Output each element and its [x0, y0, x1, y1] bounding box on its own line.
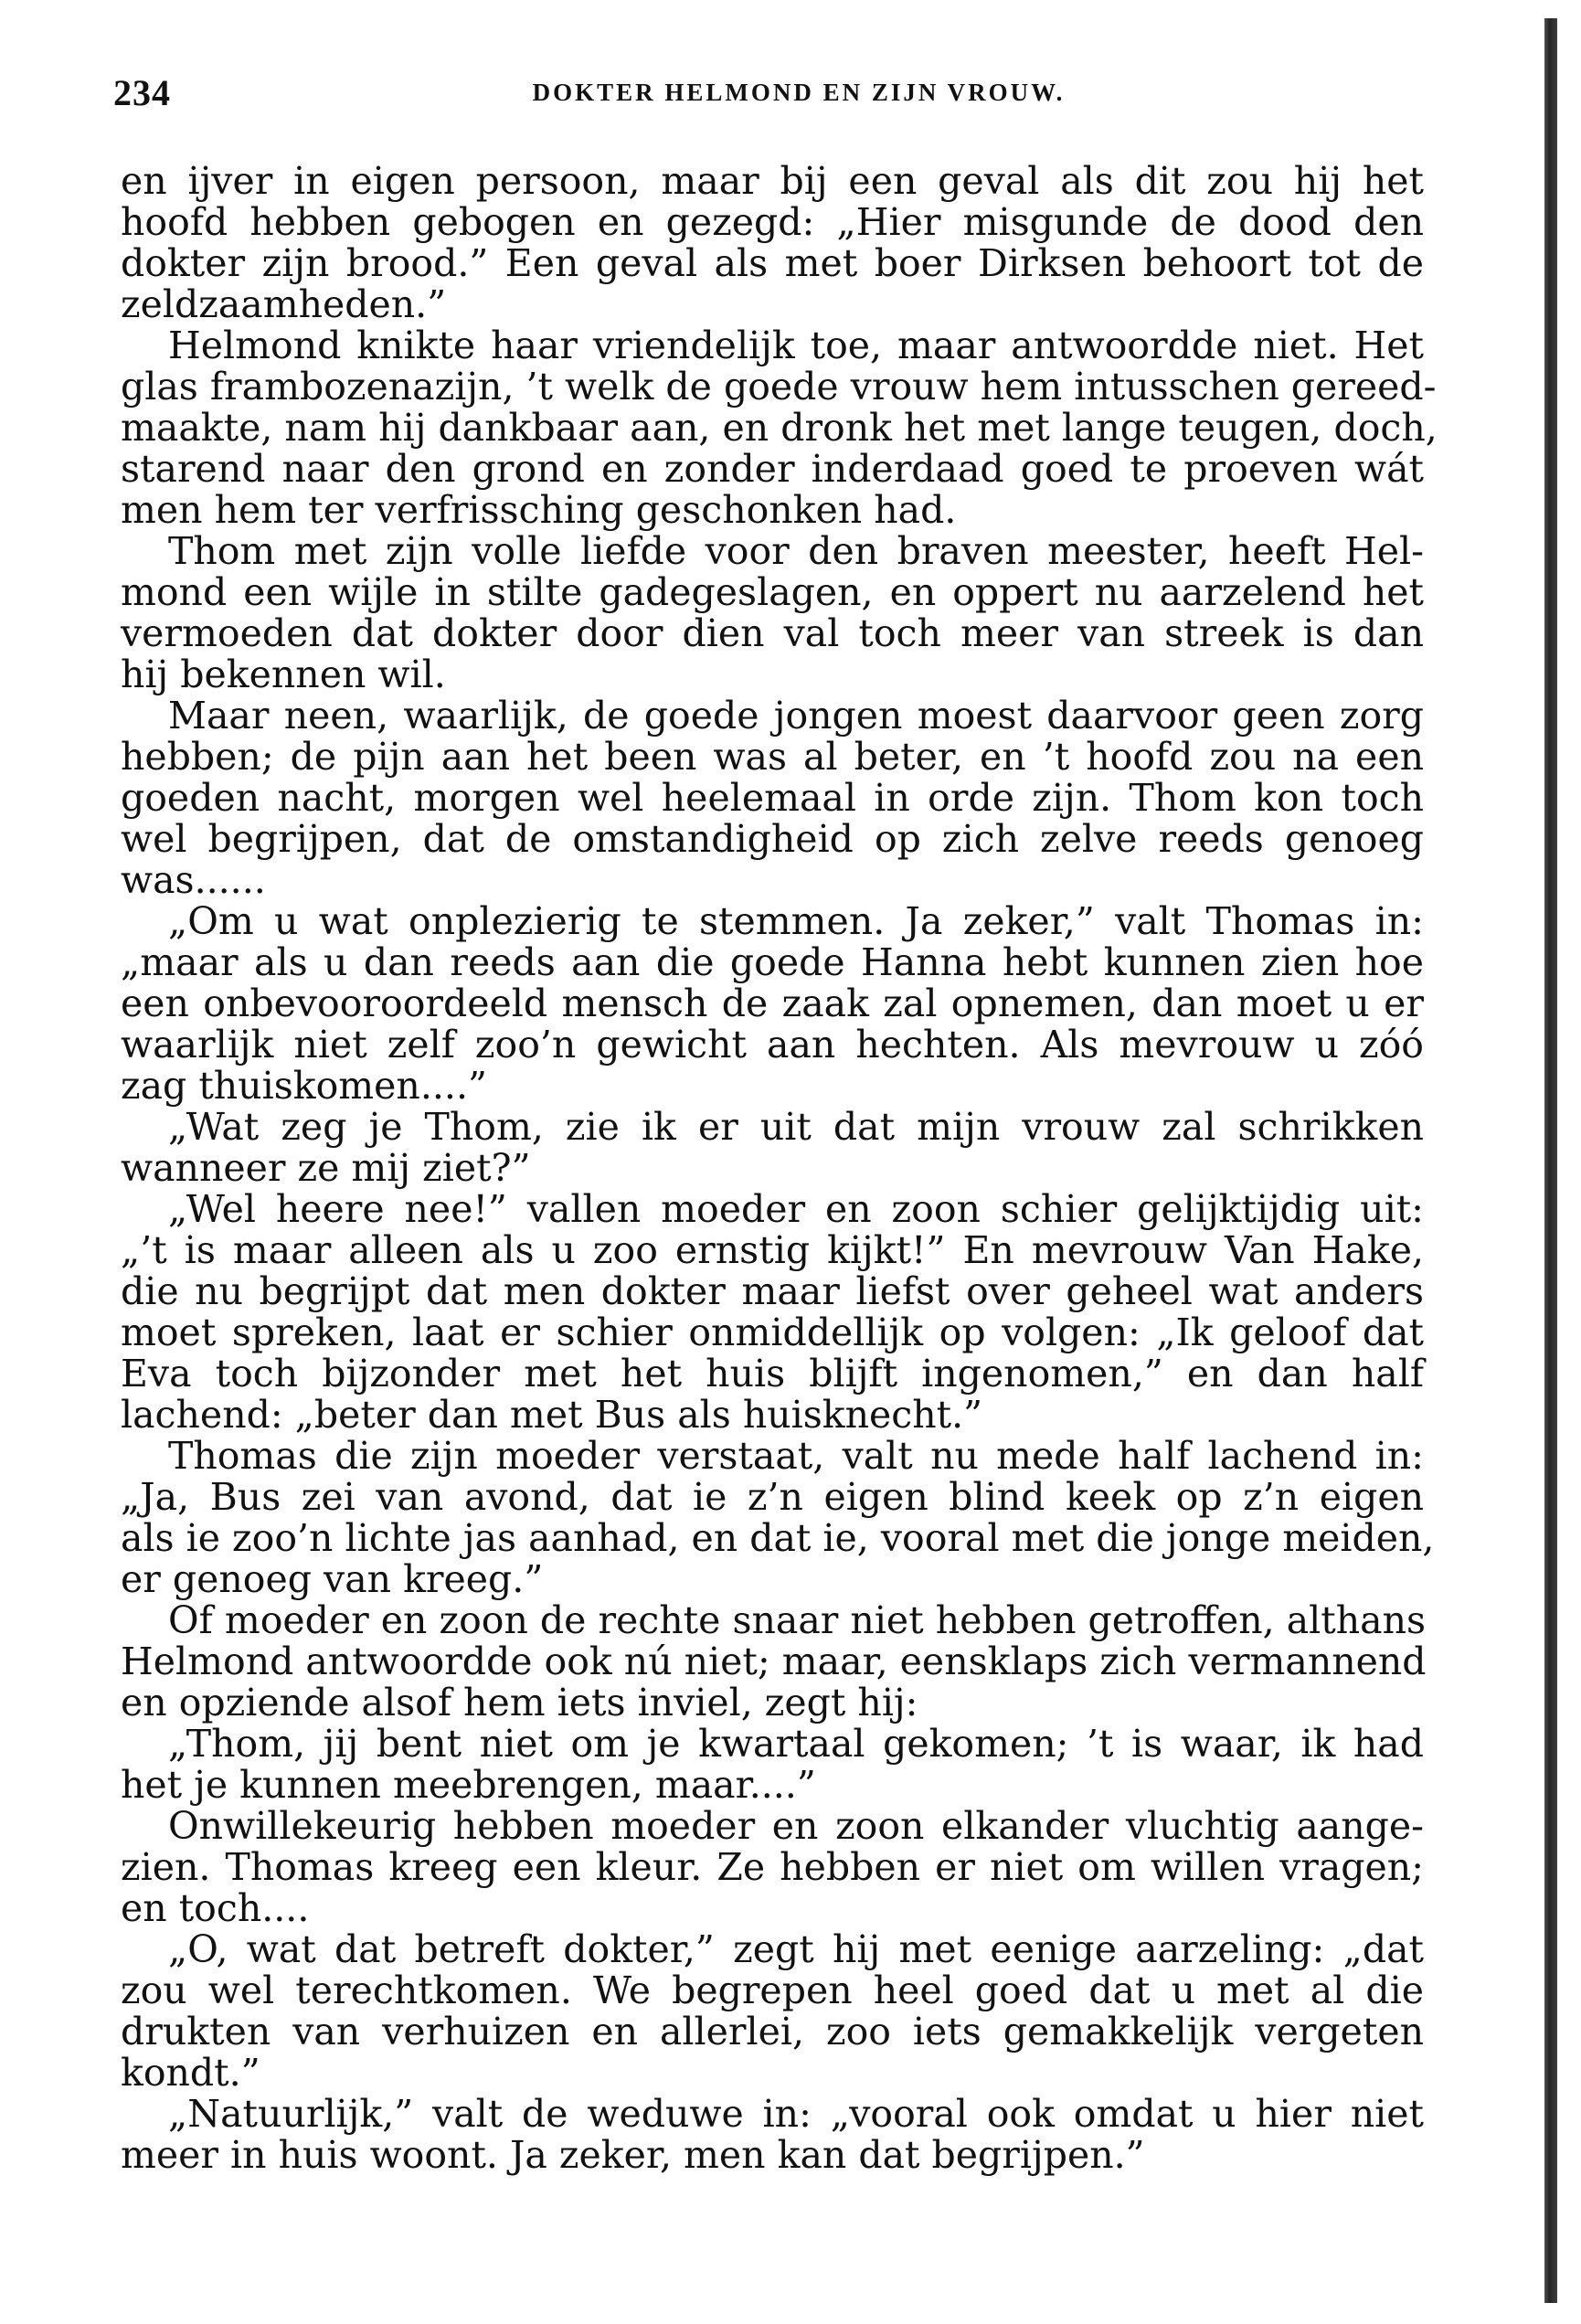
text-line: „Ja, Bus zei van avond, dat ie z’n eigen blind keek op z’n eigen [121, 1475, 1424, 1519]
text-line: en opziende alsof hem iets inviel, zegt hij: [121, 1681, 918, 1724]
text-line: wel begrijpen, dat de omstandigheid op zich zelve reeds genoeg [121, 817, 1424, 861]
text-line: Helmond knikte haar vriendelijk toe, maar antwoordde niet. Het [168, 324, 1424, 367]
page-header [113, 64, 1429, 119]
text-line: hebben; de pijn aan het been was al beter, en ’t hoofd zou na een [121, 735, 1424, 779]
text-line: lachend: „beter dan met Bus als huisknecht.” [121, 1393, 983, 1437]
text-line: het je kunnen meebrengen, maar....” [121, 1763, 816, 1807]
text-line: en toch.... [121, 1886, 310, 1930]
text-line: „Thom, jij bent niet om je kwartaal gekomen; ’t is waar, ik had [168, 1722, 1424, 1766]
text-line: zien. Thomas kreeg een kleur. Ze hebben er niet om willen vragen; [121, 1845, 1424, 1889]
text-line: „O, wat dat betreft dokter,” zegt hij met eenige aarzeling: „dat [168, 1927, 1424, 1971]
text-line: zou wel terechtkomen. We begrepen heel goed dat u met al die [121, 1969, 1424, 2012]
text-line: Helmond antwoordde ook nú niet; maar, eensklaps zich vermannend [121, 1640, 1427, 1683]
text-line: glas frambozenazijn, ’t welk de goede vrouw hem intusschen gereed- [121, 365, 1437, 409]
text-line: Thom met zijn volle liefde voor den braven meester, heeft Hel- [168, 529, 1424, 573]
text-line: was...... [121, 858, 266, 902]
text-line: een onbevooroordeeld mensch de zaak zal opnemen, dan moet u er [121, 982, 1424, 1025]
text-line: zeldzaamheden.” [121, 282, 447, 326]
text-line: hoofd hebben gebogen en gezegd: „Hier misgunde de dood den [121, 200, 1424, 244]
text-line: dokter zijn brood.” Een geval als met boer Dirksen behoort tot de [121, 241, 1424, 285]
text-line: „Natuurlijk,” valt de weduwe in: „vooral ook omdat u hier niet [168, 2092, 1424, 2136]
text-line: Maar neen, waarlijk, de goede jongen moest daarvoor geen zorg [168, 694, 1424, 738]
text-line: Of moeder en zoon de rechte snaar niet hebben getroffen, althans [168, 1598, 1427, 1642]
text-line: vermoeden dat dokter door dien val toch meer van streek is dan [121, 611, 1424, 655]
text-line: „’t is maar alleen als u zoo ernstig kijkt!” En mevrouw Van Hake, [121, 1228, 1424, 1272]
text-line: Thomas die zijn moeder verstaat, valt nu mede half lachend in: [168, 1434, 1424, 1478]
text-line: Eva toch bijzonder met het huis blijft ingenomen,” en dan half [121, 1352, 1424, 1395]
text-line: hij bekennen wil. [121, 653, 446, 696]
page-number: 234 [113, 72, 171, 113]
text-line: mond een wijle in stilte gadegeslagen, en oppert nu aarzelend het [121, 570, 1424, 614]
text-line: moet spreken, laat er schier onmiddellijk op volgen: „Ik geloof dat [121, 1311, 1424, 1354]
running-head: DOKTER HELMOND EN ZIJN VROUW. [532, 79, 1066, 106]
body-text [121, 159, 1438, 2177]
text-line: als ie zoo’n lichte jas aanhad, en dat ie, vooral met die jonge meiden, [121, 1516, 1435, 1560]
text-line: er genoeg van kreeg.” [121, 1557, 544, 1601]
text-line: „Wel heere nee!” vallen moeder en zoon schier gelijktijdig uit: [168, 1187, 1424, 1231]
text-line: starend naar den grond en zonder inderdaad goed te proeven wát [121, 447, 1424, 491]
page-binding-edge [1544, 18, 1557, 2303]
text-line: drukten van verhuizen en allerlei, zoo iets gemakkelijk vergeten [121, 2010, 1424, 2053]
text-line: meer in huis woont. Ja zeker, men kan dat begrijpen.” [121, 2133, 1145, 2177]
text-line: kondt.” [121, 2051, 260, 2095]
text-line: „Om u wat onplezierig te stemmen. Ja zeker,” valt Thomas in: [168, 899, 1424, 943]
text-line: die nu begrijpt dat men dokter maar liefst over geheel wat anders [121, 1269, 1424, 1313]
text-line: goeden nacht, morgen wel heelemaal in orde zijn. Thom kon toch [121, 776, 1424, 820]
text-line: zag thuiskomen....” [121, 1064, 487, 1108]
text-line: waarlijk niet zelf zoo’n gewicht aan hechten. Als mevrouw u zóó [121, 1023, 1424, 1066]
text-line: „Wat zeg je Thom, zie ik er uit dat mijn vrouw zal schrikken [168, 1105, 1424, 1149]
text-line: en ijver in eigen persoon, maar bij een geval als dit zou hij het [121, 159, 1424, 203]
text-line: Onwillekeurig hebben moeder en zoon elkander vluchtig aange- [168, 1804, 1424, 1848]
text-line: „maar als u dan reeds aan die goede Hanna hebt kunnen zien hoe [121, 940, 1424, 984]
text-line: wanneer ze mij ziet?” [121, 1146, 531, 1190]
text-line: maakte, nam hij dankbaar aan, en dronk het met lange teugen, doch, [121, 406, 1438, 450]
text-line: men hem ter verfrissching geschonken had. [121, 488, 957, 532]
